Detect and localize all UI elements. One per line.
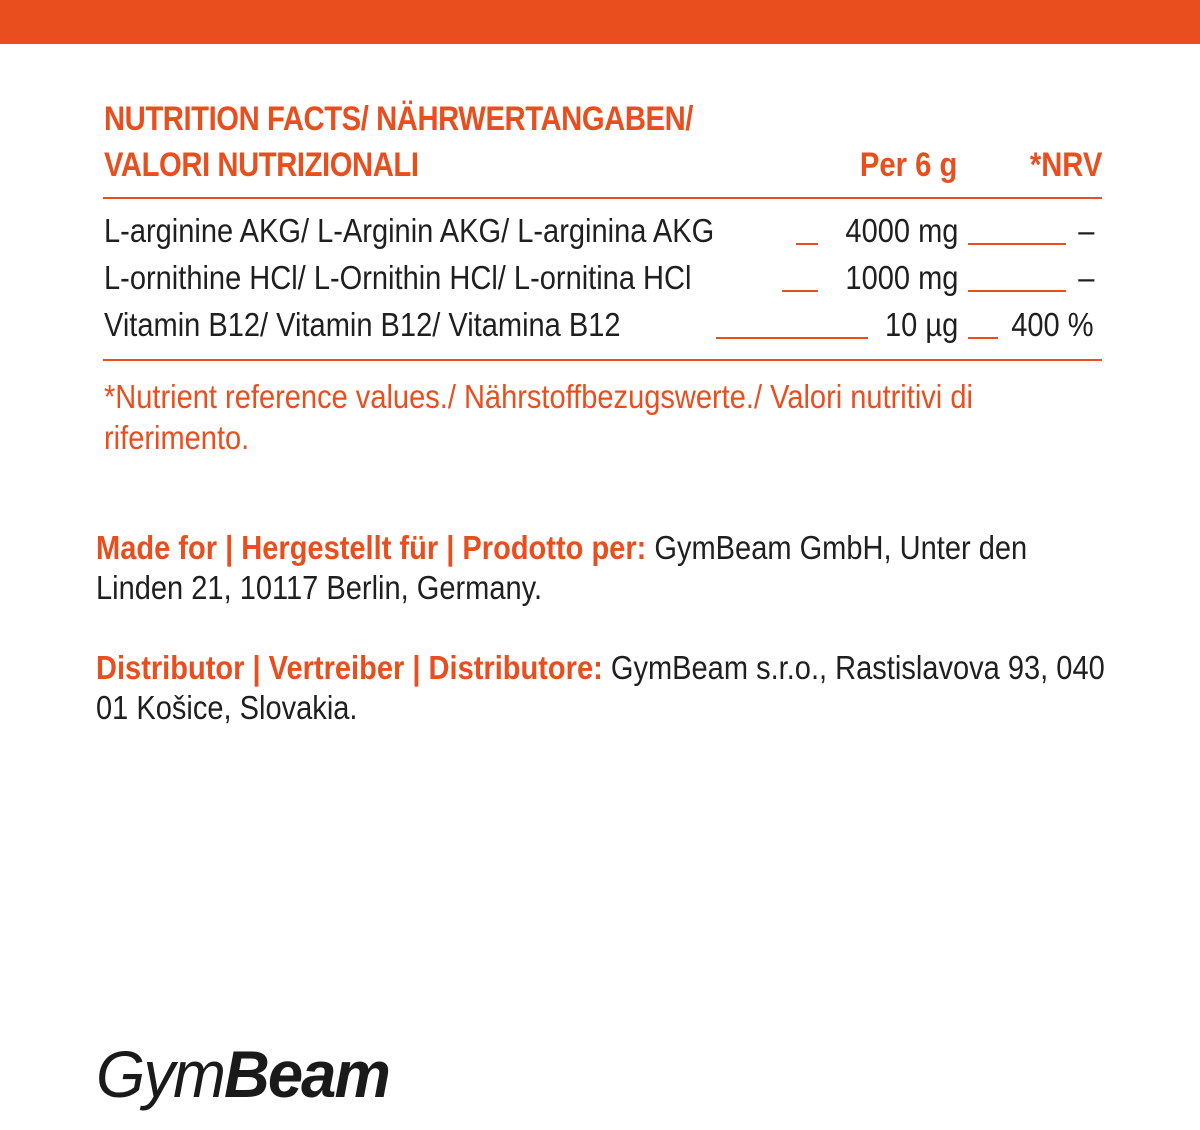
row-ingredient-name: L-ornithine HCl/ L-Ornithin HCl/ L-ornitina HCl [104,259,692,296]
made-for-label: Made for | Hergestellt für | Prodotto per: [96,529,647,566]
nutrition-title-line1: NUTRITION FACTS/ NÄHRWERTANGABEN/ [104,100,694,138]
row-ingredient-name: L-arginine AKG/ L-Arginin AKG/ L-arginina AKG [104,212,715,249]
row-amount: 1000 mg [844,259,958,296]
leader-dash [968,243,1066,245]
top-accent-bar [0,0,1200,44]
made-for-block [96,528,1108,608]
nrv-footnote: *Nutrient reference values./ Nährstoffbezugswerte./ Valori nutritivi di riferimento. [104,378,973,456]
row-nrv: 400 % [1011,306,1094,343]
table-row [104,259,1100,305]
distributor-block [96,648,1108,728]
column-header-nrv: *NRV [1029,146,1102,184]
logo-part-beam: Beam [223,1037,389,1111]
distributor-text: GymBeam s.r.o., Rastislavova 93, 040 01 Košice, Slovakia. [96,649,1105,726]
leader-dash [796,243,818,245]
row-nrv: – [1077,259,1094,296]
row-nrv: – [1077,212,1094,249]
logo-part-gym: Gym [96,1037,224,1111]
row-ingredient-name: Vitamin B12/ Vitamin B12/ Vitamina B12 [104,306,621,343]
nutrition-title-line2: VALORI NUTRIZIONALI [104,146,419,184]
leader-dash [968,290,1066,292]
table-top-rule [103,197,1102,199]
table-bottom-rule [103,359,1102,361]
row-amount: 10 µg [884,306,958,343]
table-row [104,212,1100,258]
leader-dash [716,337,868,339]
table-row [104,306,1100,352]
made-for-text: GymBeam GmbH, Unter den Linden 21, 10117 Berlin, Germany. [96,529,1028,606]
leader-dash [782,290,818,292]
distributor-label: Distributor | Vertreiber | Distributore: [96,649,603,686]
row-amount: 4000 mg [844,212,958,249]
gymbeam-logo [96,1036,389,1112]
leader-dash [968,337,998,339]
column-header-per: Per 6 g [859,146,957,184]
